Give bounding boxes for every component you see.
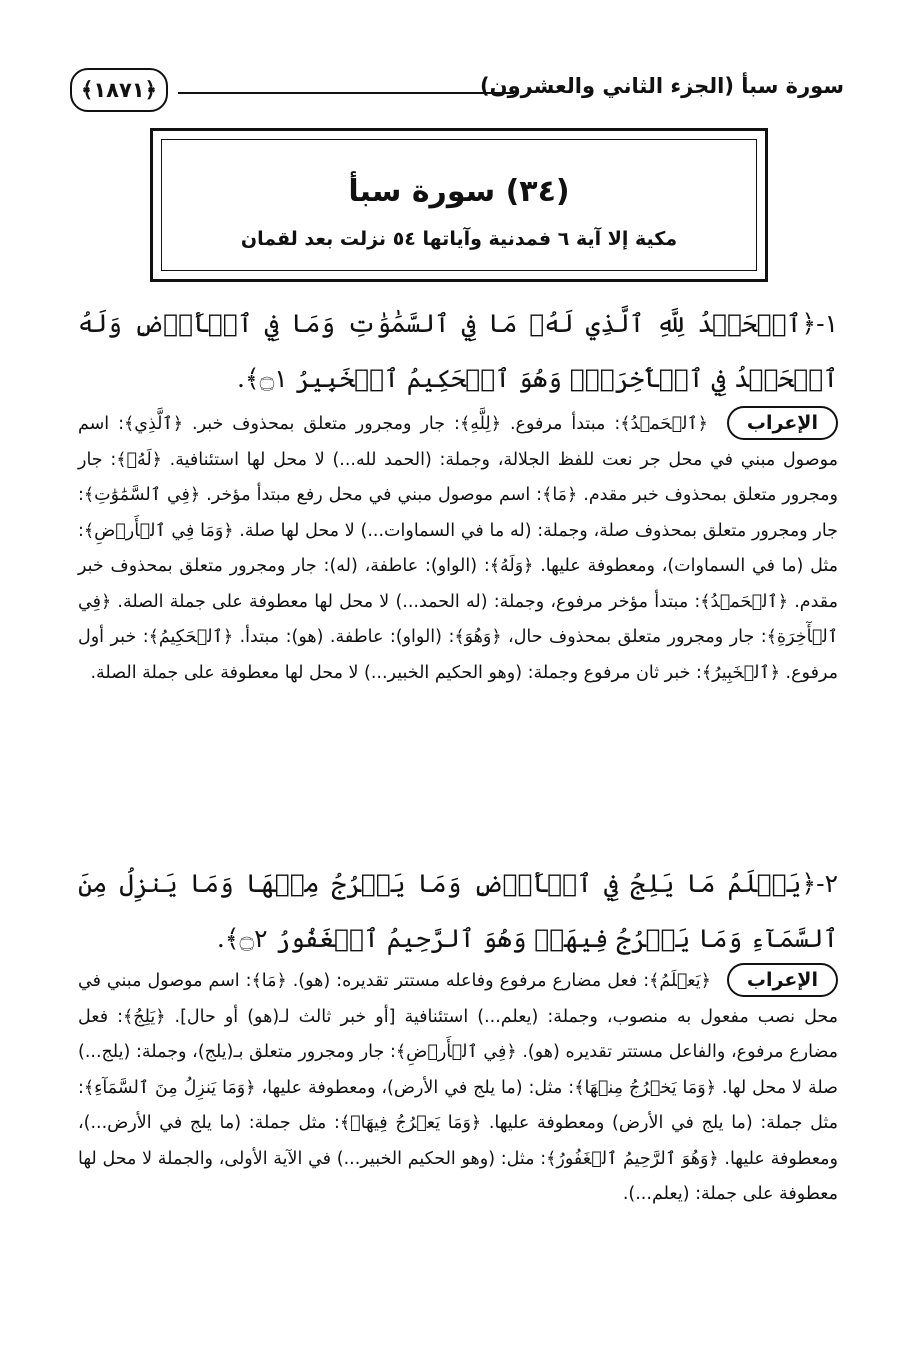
iarab-label: الإعراب [727, 963, 838, 997]
verse-2: ٢-﴿يَعۡلَمُ مَا يَلِجُ فِي ٱلۡأَرۡضِ وَمَا يَخۡرُجُ مِنۡهَا وَمَا يَنزِلُ مِنَ ٱلسَّمَآءِ وَمَا يَعۡرُجُ فِيهَاۚ وَهُوَ ٱلرَّحِيمُ ٱلۡغَفُورُ ۝٢﴾. [78, 869, 838, 953]
running-title: سورة سبأ (الجزء الثاني والعشرون) [480, 74, 844, 98]
iarab-section-1 [78, 406, 838, 691]
iarab-text: ﴿ٱلۡحَمۡدُ﴾: مبتدأ مرفوع. ﴿لِلَّهِ﴾: جار ومجرور متعلق بمحذوف خبر. ﴿ٱلَّذِي﴾: اسم موصول مبني في محل جر نعت للفظ الجلالة، وجملة: (الحمد لله...) لا محل لها استئنافية. ﴿لَهُۥ﴾: جار ومجرور متعلق بمحذوف خبر مقدم. ﴿مَا﴾: اسم موصول مبني في محل رفع مبتدأ مؤخر. ﴿فِي ٱلسَّمَٰوَٰتِ﴾: جار ومجرور متعلق بمحذوف صلة، وجملة: (له ما في السماوات...) لا محل لها صلة. ﴿وَمَا فِي ٱلۡأَرۡضِ﴾: مثل (ما في السماوات)، ومعطوفة عليها. ﴿وَلَهُ﴾: (الواو): عاطفة، (له): جار ومجرور متعلق بمحذوف خبر مقدم. ﴿ٱلۡحَمۡدُ﴾: مبتدأ مؤخر مرفوع، وجملة: (له الحمد...) لا محل لها معطوفة على جملة الصلة. ﴿فِي ٱلۡأٓخِرَةِ﴾: جار ومجرور متعلق بمحذوف حال، ﴿وَهُوَ﴾: (الواو): عاطفة. (هو): مبتدأ. ﴿ٱلۡحَكِيمُ﴾: خبر أول مرفوع. ﴿ٱلۡخَبِيرُ﴾: خبر ثان مرفوع وجملة: (وهو الحكيم الخبير...) لا محل لها معطوفة على جملة الصلة. [78, 414, 838, 683]
page-number: ﴿١٨٧١﴾ [70, 68, 168, 112]
surah-info: مكية إلا آية ٦ فمدنية وآياتها ٥٤ نزلت بعد لقمان [240, 228, 678, 250]
iarab-label: الإعراب [727, 406, 838, 440]
verse-1: ١-﴿ٱلۡحَمۡدُ لِلَّهِ ٱلَّذِي لَهُۥ مَا فِي ٱلسَّمَٰوَٰتِ وَمَا فِي ٱلۡأَرۡضِ وَلَهُ ٱلۡحَمۡدُ فِي ٱلۡأٓخِرَةِۚ وَهُوَ ٱلۡحَكِيمُ ٱلۡخَبِيرُ ۝١﴾. [78, 309, 838, 393]
header-rule [178, 92, 514, 94]
iarab-section-2 [78, 963, 838, 1213]
iarab-text: ﴿يَعۡلَمُ﴾: فعل مضارع مرفوع وفاعله مستتر تقديره: (هو). ﴿مَا﴾: اسم موصول مبني في محل نصب مفعول به منصوب، وجملة: (يعلم...) استئنافية [أو خبر ثالث لـ(هو) أو حال]. ﴿يَلِجُ﴾: فعل مضارع مرفوع، والفاعل مستتر تقديره (هو). ﴿فِي ٱلۡأَرۡضِ﴾: جار ومجرور متعلق بـ(يلج)، وجملة: (يلج...) صلة لا محل لها. ﴿وَمَا يَخۡرُجُ مِنۡهَا﴾: مثل: (ما يلج في الأرض)، ومعطوفة عليها، ﴿وَمَا يَنزِلُ مِنَ ٱلسَّمَآءِ﴾: مثل جملة: (ما يلج في الأرض) ومعطوفة عليها. ﴿وَمَا يَعۡرُجُ فِيهَاۚ﴾: مثل جملة: (ما يلج في الأرض...)، ومعطوفة عليها. ﴿وَهُوَ ٱلرَّحِيمُ ٱلۡغَفُورُ﴾: مثل: (وهو الحكيم الخبير...) في الآية الأولى، والجملة لا محل لها معطوفة على جملة: (يعلم...). [78, 971, 838, 1204]
surah-name: (٣٤) سورة سبأ [348, 174, 570, 209]
surah-title-inner-frame [161, 139, 757, 271]
page-header [70, 68, 844, 116]
surah-title-frame [150, 128, 768, 282]
